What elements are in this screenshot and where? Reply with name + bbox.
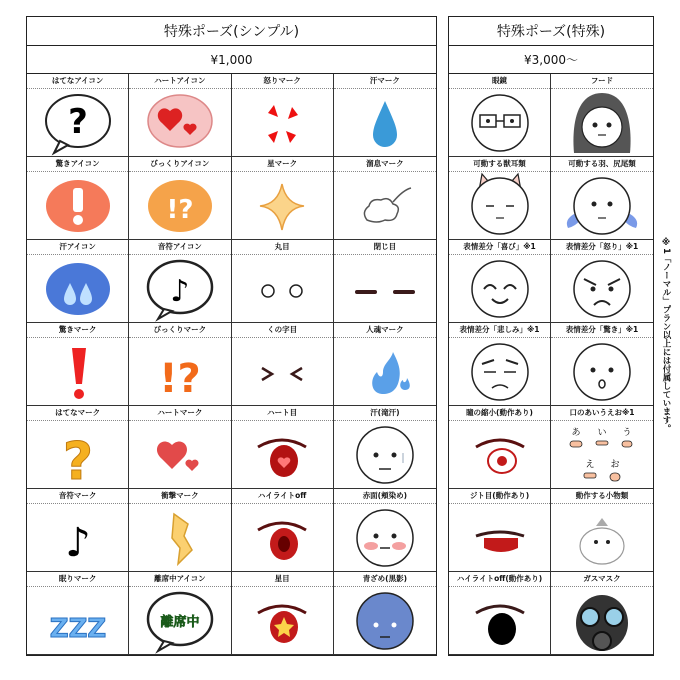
pose-item-label: 動作する小物類 xyxy=(551,489,653,504)
no-highlight-eye-icon xyxy=(232,504,333,571)
pose-item xyxy=(334,323,436,406)
pose-item xyxy=(129,323,231,406)
pose-item-label: 表情差分「驚き」※1 xyxy=(551,323,653,338)
star-sparkle-icon xyxy=(232,172,333,239)
pose-item-label: 音符アイコン xyxy=(129,240,230,255)
pose-item-label: 表情差分「怒り」※1 xyxy=(551,240,653,255)
pose-item xyxy=(449,489,551,572)
sigh-puff-icon xyxy=(334,172,436,239)
pose-item xyxy=(449,74,551,157)
pose-item-label: びっくりアイコン xyxy=(129,157,230,172)
pose-item-label: 可動する獣耳類 xyxy=(449,157,550,172)
shock-mark-icon xyxy=(129,504,230,571)
exclaim-question-mark-icon xyxy=(129,338,230,405)
hearts-icon xyxy=(129,421,230,488)
closed-eyes-icon xyxy=(334,255,436,322)
pose-item-label: ジト目(動作あり) xyxy=(449,489,550,504)
pose-item xyxy=(129,406,231,489)
pose-item-label: ハイライトoff xyxy=(232,489,333,504)
anger-mark-icon xyxy=(232,89,333,156)
pose-item-label: 眼鏡 xyxy=(449,74,550,89)
pose-item-label: 閉じ目 xyxy=(334,240,436,255)
pose-item-label: 赤面(頬染め) xyxy=(334,489,436,504)
music-note-bubble-icon xyxy=(129,255,230,322)
pose-item-label: 汗マーク xyxy=(334,74,436,89)
shrink-pupil-eye-icon xyxy=(449,421,550,488)
anger-face-icon xyxy=(551,255,653,322)
pose-item xyxy=(232,74,334,157)
svg-text:♪: ♪ xyxy=(64,519,91,566)
exclaim-question-bubble-icon xyxy=(129,172,230,239)
pose-item xyxy=(232,406,334,489)
pose-item xyxy=(232,323,334,406)
special-pose-panel xyxy=(448,16,654,656)
pose-item xyxy=(551,240,653,323)
pose-item-label: 離席中アイコン xyxy=(129,572,230,587)
spirit-flame-icon xyxy=(334,338,436,405)
pose-item-label: 人魂マーク xyxy=(334,323,436,338)
panel-title: 特殊ポーズ(特殊) xyxy=(449,17,653,46)
pose-item xyxy=(551,323,653,406)
animal-ears-face-icon xyxy=(449,172,550,239)
pose-item-label: 汗(滝汗) xyxy=(334,406,436,421)
sleep-zzz-icon xyxy=(27,587,128,654)
pose-item-label: ハートマーク xyxy=(129,406,230,421)
panel-title: 特殊ポーズ(シンプル) xyxy=(27,17,436,46)
pose-item xyxy=(27,323,129,406)
pose-item xyxy=(449,157,551,240)
waterfall-sweat-face-icon xyxy=(334,421,436,488)
svg-text:♪: ♪ xyxy=(170,273,190,309)
vowel-label: い xyxy=(597,427,607,438)
pose-item-label: びっくりマーク xyxy=(129,323,230,338)
pose-item xyxy=(551,572,653,655)
pose-grid xyxy=(449,74,653,655)
pose-item-label: ガスマスク xyxy=(551,572,653,587)
pose-item xyxy=(334,240,436,323)
pose-item-label: 汗アイコン xyxy=(27,240,128,255)
wings-face-icon xyxy=(551,172,653,239)
pose-item xyxy=(334,74,436,157)
simple-pose-panel xyxy=(26,16,437,656)
pose-item xyxy=(334,572,436,655)
pose-item xyxy=(334,489,436,572)
svg-text:!?: !? xyxy=(166,194,194,225)
joy-face-icon xyxy=(449,255,550,322)
panel-price: ¥3,000〜 xyxy=(449,46,653,74)
pose-item xyxy=(551,406,653,489)
pose-grid xyxy=(27,74,436,655)
footnote: ※1「ノーマル」プラン以上には付属しています。 xyxy=(661,238,671,433)
vowel-label: あ xyxy=(571,427,581,438)
black-eye-icon xyxy=(449,587,550,654)
pose-item xyxy=(449,240,551,323)
sweat-bubble-icon xyxy=(27,255,128,322)
pose-item-label: はてなアイコン xyxy=(27,74,128,89)
away-bubble-icon xyxy=(129,587,230,654)
pose-item xyxy=(449,323,551,406)
pose-item-label: ハート目 xyxy=(232,406,333,421)
pose-item xyxy=(27,157,129,240)
pose-item xyxy=(449,406,551,489)
pose-item-label: 驚きマーク xyxy=(27,323,128,338)
svg-text:?: ? xyxy=(67,101,88,142)
pose-item-label: 表情差分「喜び」※1 xyxy=(449,240,550,255)
pose-item xyxy=(27,572,129,655)
pose-item xyxy=(27,74,129,157)
pose-item-label: 驚きアイコン xyxy=(27,157,128,172)
pose-item xyxy=(129,74,231,157)
pose-item-label: ハートアイコン xyxy=(129,74,230,89)
pose-item xyxy=(27,406,129,492)
pose-item-label: フード xyxy=(551,74,653,89)
pose-item-label: 怒りマーク xyxy=(232,74,333,89)
surprise-bubble-icon xyxy=(27,172,128,239)
surprise-face-icon xyxy=(551,338,653,405)
vowel-label: お xyxy=(610,459,620,470)
pose-item xyxy=(129,240,231,323)
vowel-label: え xyxy=(585,459,595,470)
svg-text:!?: !? xyxy=(159,355,201,402)
svg-text:ZZZ: ZZZ xyxy=(49,613,106,644)
sweat-drop-icon xyxy=(334,89,436,156)
pose-item xyxy=(232,572,334,655)
pose-item-label: 溜息マーク xyxy=(334,157,436,172)
pose-item-label: くの字目 xyxy=(232,323,333,338)
pose-item-label: 可動する羽、尻尾類 xyxy=(551,157,653,172)
blush-face-icon xyxy=(334,504,436,571)
panel-price: ¥1,000 xyxy=(27,46,436,74)
away-bubble-text: 離席中 xyxy=(160,614,200,630)
pose-item-label: 表情差分「悲しみ」※1 xyxy=(449,323,550,338)
pose-item xyxy=(129,489,231,572)
pose-item-label: 音符マーク xyxy=(27,489,128,504)
pose-item xyxy=(27,240,129,323)
pose-item xyxy=(449,572,551,655)
pose-item-label: はてなマーク xyxy=(27,406,128,421)
heart-eye-icon xyxy=(232,421,333,488)
pose-item-label: 青ざめ(黒影) xyxy=(334,572,436,587)
pose-item xyxy=(551,157,653,240)
pose-item xyxy=(129,157,231,240)
glasses-face-icon xyxy=(449,89,550,156)
pose-item-label: 星マーク xyxy=(232,157,333,172)
pose-item xyxy=(551,489,653,572)
question-mark-icon xyxy=(27,421,128,492)
pose-item-label: 口のあいうえお※1 xyxy=(551,406,653,421)
pose-item-label: 眠りマーク xyxy=(27,572,128,587)
pose-item xyxy=(232,240,334,323)
vowel-label: う xyxy=(622,427,632,438)
pose-item-label: 丸目 xyxy=(232,240,333,255)
sad-face-icon xyxy=(449,338,550,405)
pose-item xyxy=(334,406,436,489)
star-eye-icon xyxy=(232,587,333,654)
pose-item xyxy=(334,157,436,240)
mouth-shapes-icon xyxy=(551,421,653,488)
heart-bubble-icon xyxy=(129,89,230,156)
svg-text:?: ? xyxy=(62,431,93,492)
half-closed-eye-icon xyxy=(449,504,550,571)
pose-item xyxy=(232,157,334,240)
small-bird-icon xyxy=(551,504,653,571)
pose-item xyxy=(551,74,653,157)
pose-item-label: 瞳の縮小(動作あり) xyxy=(449,406,550,421)
hood-face-icon xyxy=(551,89,653,156)
exclamation-mark-icon xyxy=(27,338,128,405)
pose-item xyxy=(129,572,231,655)
gas-mask-icon xyxy=(551,587,653,654)
question-bubble-icon xyxy=(27,89,128,156)
chevron-eyes-icon xyxy=(232,338,333,405)
pose-item xyxy=(232,489,334,572)
round-eyes-icon xyxy=(232,255,333,322)
pose-item xyxy=(27,489,129,572)
pose-item-label: 衝撃マーク xyxy=(129,489,230,504)
pale-face-icon xyxy=(334,587,436,654)
pose-item-label: 星目 xyxy=(232,572,333,587)
pose-item-label: ハイライトoff(動作あり) xyxy=(449,572,550,587)
music-note-icon xyxy=(27,504,128,571)
